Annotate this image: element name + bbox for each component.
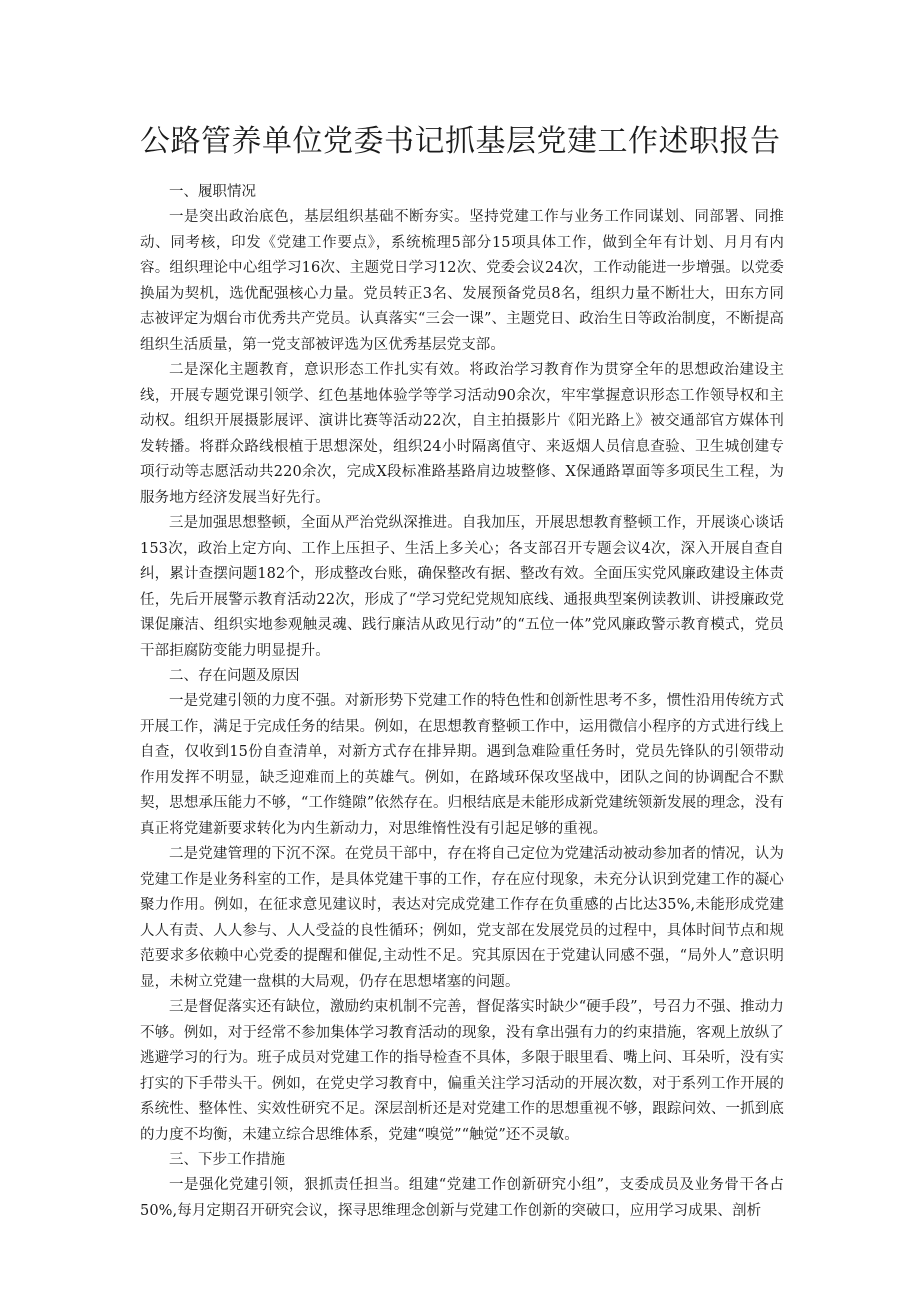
section-heading-problems: 二、存在问题及原因 bbox=[169, 668, 300, 684]
section-heading-performance: 一、履职情况 bbox=[169, 184, 256, 200]
paragraph: 二是党建管理的下沉不深。在党员干部中，存在将自己定位为党建活动被动参加者的情况，认为党建工作是业务科室的工作，是具体党建干事的工作，存在应付现象，未充分认识到党建工作的凝心聚力作用。例如，在征求意见建议时，表达对完成党建工作存在负重感的占比达35%,未能形成党建人人有责、人人参与、人人受益的良性循环；例如，党支部在发展党员的过程中，具体时间节点和规范要求多依赖中心党委的提醒和催促,主动性不足。究其原因在于党建认同感不强，“局外人”意识明显，未树立党建一盘棋的大局观，仍存在思想堵塞的问题。 bbox=[140, 846, 784, 990]
paragraph: 三是督促落实还有缺位，激励约束机制不完善，督促落实时缺少“硬手段”，号召力不强、推动力不够。例如，对于经常不参加集体学习教育活动的现象，没有拿出强有力的约束措施，客观上放纵了逃避学习的行为。班子成员对党建工作的指导检查不具体，多限于眼里看、嘴上问、耳朵听，没有实打实的下手带头干。例如，在党史学习教育中，偏重关注学习活动的开展次数，对于系列工作开展的系统性、整体性、实效性研究不足。深层剖析还是对党建工作的思想重视不够，跟踪问效、一抓到底的力度不均衡，未建立综合思维体系，党建“嗅觉”“触觉”还不灵敏。 bbox=[140, 999, 784, 1143]
paragraph: 三是加强思想整顿，全面从严治党纵深推进。自我加压，开展思想教育整顿工作，开展谈心谈话153次，政治上定方向、工作上压担子、生活上多关心；各支部召开专题会议4次，深入开展自查自纠，累计查摆问题182个，形成整改台账，确保整改有据、整改有效。全面压实党风廉政建设主体责任，先后开展警示教育活动22次，形成了“学习党纪党规知底线、通报典型案例读教训、讲授廉政党课促廉洁、组织实地参观触灵魂、践行廉洁从政见行动”的“五位一体”党风廉政警示教育模式，党员干部拒腐防变能力明显提升。 bbox=[140, 515, 784, 659]
section-heading-measures: 三、下步工作措施 bbox=[169, 1152, 285, 1168]
paragraph: 一是党建引领的力度不强。对新形势下党建工作的特色性和创新性思考不多，惯性沿用传统方式开展工作，满足于完成任务的结果。例如，在思想教育整顿工作中，运用微信小程序的方式进行线上自查，仅收到15份自查清单，对新方式存在排异期。遇到急难险重任务时，党员先锋队的引领带动作用发挥不明显，缺乏迎难而上的英雄气。例如，在路域环保攻坚战中，团队之间的协调配合不默契，思想承压能力不够，“工作缝隙”依然存在。归根结底是未能形成新党建统领新发展的理念，没有真正将党建新要求转化为内生新动力，对思维惰性没有引起足够的重视。 bbox=[140, 693, 784, 837]
paragraph: 一是强化党建引领，狠抓责任担当。组建“党建工作创新研究小组”，支委成员及业务骨干各占50%,每月定期召开研究会议，探寻思维理念创新与党建工作创新的突破口，应用学习成果、剖析 bbox=[140, 1177, 784, 1219]
paragraph: 一是突出政治底色，基层组织基础不断夯实。坚持党建工作与业务工作同谋划、同部署、同推动、同考核，印发《党建工作要点》，系统梳理5部分15项具体工作，做到全年有计划、月月有内容。组织理论中心组学习16次、主题党日学习12次、党委会议24次，工作动能进一步增强。以党委换届为契机，选优配强核心力量。党员转正3名、发展预备党员8名，组织力量不断壮大，田东方同志被评定为烟台市优秀共产党员。认真落实“三会一课”、主题党日、政治生日等政治制度，不断提高组织生活质量，第一党支部被评选为区优秀基层党支部。 bbox=[140, 209, 784, 353]
document-title: 公路管养单位党委书记抓基层党建工作述职报告 bbox=[140, 124, 781, 159]
document-page bbox=[140, 120, 784, 1224]
paragraph: 二是深化主题教育，意识形态工作扎实有效。将政治学习教育作为贯穿全年的思想政治建设主线，开展专题党课引领学、红色基地体验学等学习活动90余次，牢牢掌握意识形态工作领导权和主动权。组织开展摄影展评、演讲比赛等活动22次，自主拍摄影片《阳光路上》被交通部官方媒体刊发转播。将群众路线根植于思想深处，组织24小时隔离值守、来返烟人员信息查验、卫生城创建专项行动等志愿活动共220余次，完成X段标准路基路肩边坡整修、X保通路罩面等多项民生工程，为服务地方经济发展当好先行。 bbox=[140, 362, 784, 506]
